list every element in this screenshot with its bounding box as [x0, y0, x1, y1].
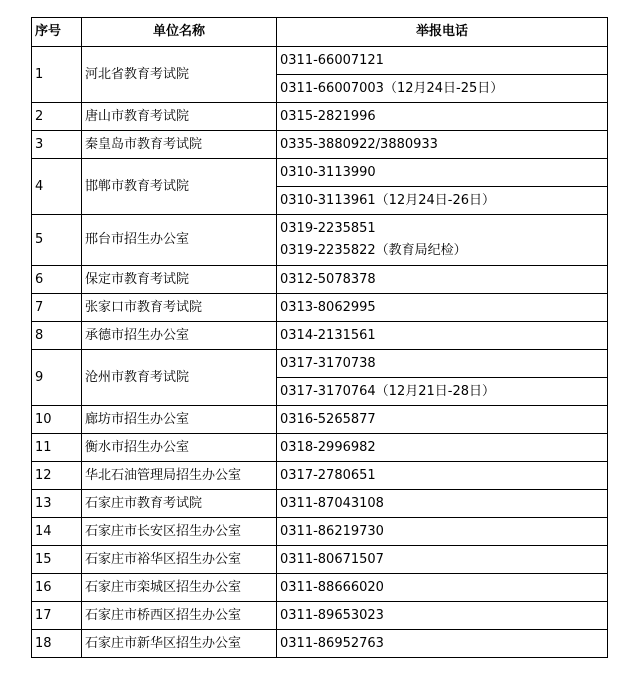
table-row — [32, 294, 608, 322]
row-number: 14 — [32, 518, 82, 546]
row-phone: 0311-86952763 — [277, 630, 608, 658]
row-unit-name: 廊坊市招生办公室 — [82, 406, 277, 434]
row-number: 18 — [32, 630, 82, 658]
row-phone: 0310-3113961（12月24日-26日） — [277, 187, 608, 215]
row-phone — [277, 215, 608, 266]
row-unit-name: 邢台市招生办公室 — [82, 215, 277, 266]
table-row — [32, 215, 608, 266]
row-number: 1 — [32, 47, 82, 103]
row-phone: 0311-89653023 — [277, 602, 608, 630]
report-hotline-table-container — [31, 17, 608, 658]
table-row — [32, 266, 608, 294]
table-row — [32, 462, 608, 490]
row-phone: 0316-5265877 — [277, 406, 608, 434]
row-unit-name: 石家庄市教育考试院 — [82, 490, 277, 518]
row-number: 3 — [32, 131, 82, 159]
table-row — [32, 47, 608, 75]
row-phone-line: 0319-2235851 — [280, 221, 376, 236]
table-row — [32, 434, 608, 462]
row-unit-name: 石家庄市裕华区招生办公室 — [82, 546, 277, 574]
row-unit-name: 沧州市教育考试院 — [82, 350, 277, 406]
row-phone: 0311-86219730 — [277, 518, 608, 546]
row-number: 9 — [32, 350, 82, 406]
row-unit-name: 邯郸市教育考试院 — [82, 159, 277, 215]
header-report-phone: 举报电话 — [277, 18, 608, 47]
row-phone: 0318-2996982 — [277, 434, 608, 462]
table-row — [32, 103, 608, 131]
row-number: 4 — [32, 159, 82, 215]
row-unit-name: 衡水市招生办公室 — [82, 434, 277, 462]
row-phone: 0311-66007121 — [277, 47, 608, 75]
row-phone: 0311-66007003（12月24日-25日） — [277, 75, 608, 103]
row-unit-name: 河北省教育考试院 — [82, 47, 277, 103]
table-row — [32, 131, 608, 159]
row-number: 10 — [32, 406, 82, 434]
row-unit-name: 石家庄市长安区招生办公室 — [82, 518, 277, 546]
header-unit-name: 单位名称 — [82, 18, 277, 47]
row-unit-name: 保定市教育考试院 — [82, 266, 277, 294]
table-row — [32, 602, 608, 630]
row-number: 8 — [32, 322, 82, 350]
table-row — [32, 518, 608, 546]
row-number: 11 — [32, 434, 82, 462]
row-phone: 0312-5078378 — [277, 266, 608, 294]
header-number: 序号 — [32, 18, 82, 47]
row-number: 15 — [32, 546, 82, 574]
row-phone: 0317-3170738 — [277, 350, 608, 378]
table-row — [32, 490, 608, 518]
table-row — [32, 574, 608, 602]
row-number: 16 — [32, 574, 82, 602]
table-row — [32, 406, 608, 434]
row-number: 5 — [32, 215, 82, 266]
row-number: 17 — [32, 602, 82, 630]
table-row — [32, 159, 608, 187]
row-phone-line: 0319-2235822（教育局纪检） — [280, 243, 467, 258]
row-number: 7 — [32, 294, 82, 322]
row-phone: 0317-2780651 — [277, 462, 608, 490]
row-phone: 0311-80671507 — [277, 546, 608, 574]
table-body — [32, 47, 608, 658]
row-phone: 0317-3170764（12月21日-28日） — [277, 378, 608, 406]
row-unit-name: 石家庄市桥西区招生办公室 — [82, 602, 277, 630]
row-phone: 0313-8062995 — [277, 294, 608, 322]
table-header-row — [32, 18, 608, 47]
row-unit-name: 张家口市教育考试院 — [82, 294, 277, 322]
row-unit-name: 承德市招生办公室 — [82, 322, 277, 350]
row-number: 6 — [32, 266, 82, 294]
row-number: 13 — [32, 490, 82, 518]
table-row — [32, 350, 608, 378]
row-phone: 0311-88666020 — [277, 574, 608, 602]
table-row — [32, 322, 608, 350]
row-phone: 0315-2821996 — [277, 103, 608, 131]
row-number: 12 — [32, 462, 82, 490]
row-unit-name: 石家庄市新华区招生办公室 — [82, 630, 277, 658]
row-unit-name: 秦皇岛市教育考试院 — [82, 131, 277, 159]
table-row — [32, 546, 608, 574]
report-hotline-table — [31, 17, 608, 658]
row-unit-name: 唐山市教育考试院 — [82, 103, 277, 131]
row-unit-name: 石家庄市栾城区招生办公室 — [82, 574, 277, 602]
row-unit-name: 华北石油管理局招生办公室 — [82, 462, 277, 490]
row-number: 2 — [32, 103, 82, 131]
row-phone: 0335-3880922/3880933 — [277, 131, 608, 159]
row-phone: 0311-87043108 — [277, 490, 608, 518]
table-row — [32, 630, 608, 658]
row-phone: 0310-3113990 — [277, 159, 608, 187]
row-phone: 0314-2131561 — [277, 322, 608, 350]
